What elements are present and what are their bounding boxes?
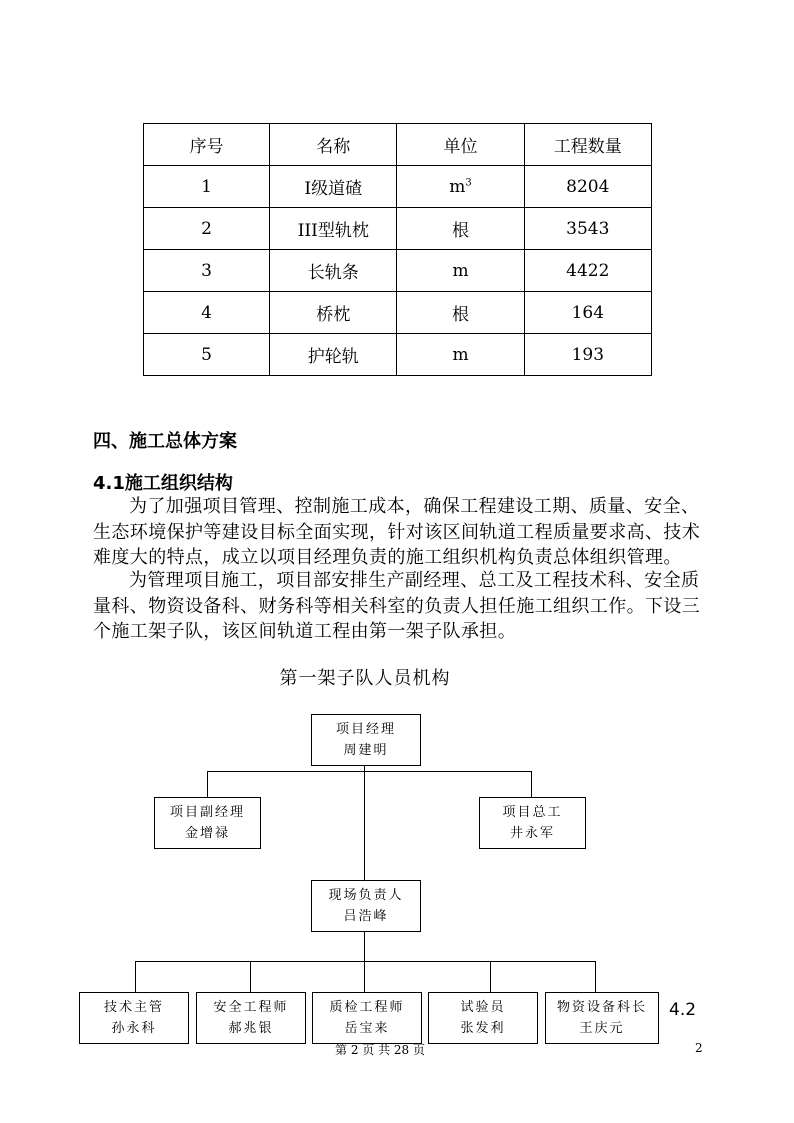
org-box-deputy-manager: [154, 797, 261, 849]
org-person: 岳宝来: [344, 1021, 390, 1036]
org-person: 郝兆银: [228, 1021, 274, 1036]
cell-no: 5: [144, 334, 270, 376]
cell-name: III型轨枕: [270, 208, 397, 250]
cell-qty: 4422: [524, 250, 651, 292]
connector-line: [207, 771, 532, 772]
page-number: 2: [695, 1041, 703, 1055]
org-box-chief-engineer: [479, 797, 586, 849]
org-person: 王庆元: [579, 1021, 625, 1036]
org-role: 试验员: [460, 1000, 506, 1015]
cell-qty: 3543: [524, 208, 651, 250]
connector-line: [595, 961, 596, 992]
cell-unit: [397, 166, 524, 208]
cell-no: 3: [144, 250, 270, 292]
org-person: 井永军: [509, 826, 555, 841]
connector-line: [250, 961, 251, 992]
cell-unit: 根: [397, 208, 524, 250]
connector-line: [490, 961, 491, 992]
org-box-staff: [79, 992, 189, 1044]
table-row: [144, 292, 652, 334]
cell-name: 长轨条: [270, 250, 397, 292]
section-heading: 四、施工总体方案: [93, 431, 237, 452]
cell-unit: m: [397, 250, 524, 292]
unit-text: m: [449, 176, 466, 197]
table-row: [144, 334, 652, 376]
table-header-row: [144, 124, 652, 166]
cell-unit: 根: [397, 292, 524, 334]
org-role: 安全工程师: [213, 1000, 289, 1015]
connector-line: [531, 771, 532, 797]
subsection-heading: 4.1施工组织结构: [93, 473, 233, 494]
org-person: 金增禄: [184, 826, 230, 841]
table-row: [144, 208, 652, 250]
cell-name: 护轮轨: [270, 334, 397, 376]
connector-line: [207, 771, 208, 797]
quantity-table: [143, 123, 652, 376]
org-box-site-lead: [311, 880, 421, 932]
cell-qty: 193: [524, 334, 651, 376]
paragraph: 为了加强项目管理、控制施工成本，确保工程建设工期、质量、安全、生态环境保护等建设目标全面实现，针对该区间轨道工程质量要求高、技术难度大的特点，成立以项目经理负责的施工组织机构负责总体组织管理。: [93, 496, 701, 568]
org-role: 质检工程师: [329, 1000, 405, 1015]
paragraph: 为管理项目施工，项目部安排生产副经理、总工及工程技术科、安全质量科、物资设备科、财务科等相关科室的负责人担任施工组织工作。下设三个施工架子队，该区间轨道工程由第一架子队承担。: [93, 570, 701, 642]
column-header: 序号: [144, 124, 270, 166]
page-footer: 第 2 页 共 28 页: [335, 1043, 425, 1057]
org-person: 吕浩峰: [343, 909, 389, 924]
connector-line: [364, 765, 365, 880]
connector-line: [135, 961, 596, 962]
org-box-staff: [545, 992, 659, 1044]
column-header: 单位: [397, 124, 524, 166]
connector-line: [135, 961, 136, 992]
column-header: 名称: [270, 124, 397, 166]
cell-qty: 8204: [524, 166, 651, 208]
cell-no: 1: [144, 166, 270, 208]
org-role: 项目副经理: [169, 805, 245, 820]
column-header: 工程数量: [524, 124, 651, 166]
org-box-staff: [196, 992, 306, 1044]
org-person: 周建明: [343, 743, 389, 758]
table-row: [144, 166, 652, 208]
org-person: 孙永科: [111, 1021, 157, 1036]
org-role: 项目经理: [335, 722, 396, 737]
cell-no: 2: [144, 208, 270, 250]
org-box-staff: [312, 992, 422, 1044]
org-box-project-manager: [311, 714, 421, 766]
next-section-number: 4.2: [669, 1000, 697, 1020]
connector-line: [364, 932, 365, 992]
org-role: 项目总工: [502, 805, 563, 820]
org-role: 现场负责人: [328, 888, 404, 903]
cell-name: Ⅰ级道碴: [270, 166, 397, 208]
org-chart-title: 第一架子队人员机构: [279, 668, 451, 689]
unit-superscript: 3: [465, 176, 472, 188]
cell-no: 4: [144, 292, 270, 334]
org-box-staff: [428, 992, 538, 1044]
cell-name: 桥枕: [270, 292, 397, 334]
org-person: 张发利: [460, 1021, 506, 1036]
cell-qty: 164: [524, 292, 651, 334]
org-role: 技术主管: [103, 1000, 164, 1015]
cell-unit: m: [397, 334, 524, 376]
table-row: [144, 250, 652, 292]
org-role: 物资设备科长: [556, 1000, 647, 1015]
